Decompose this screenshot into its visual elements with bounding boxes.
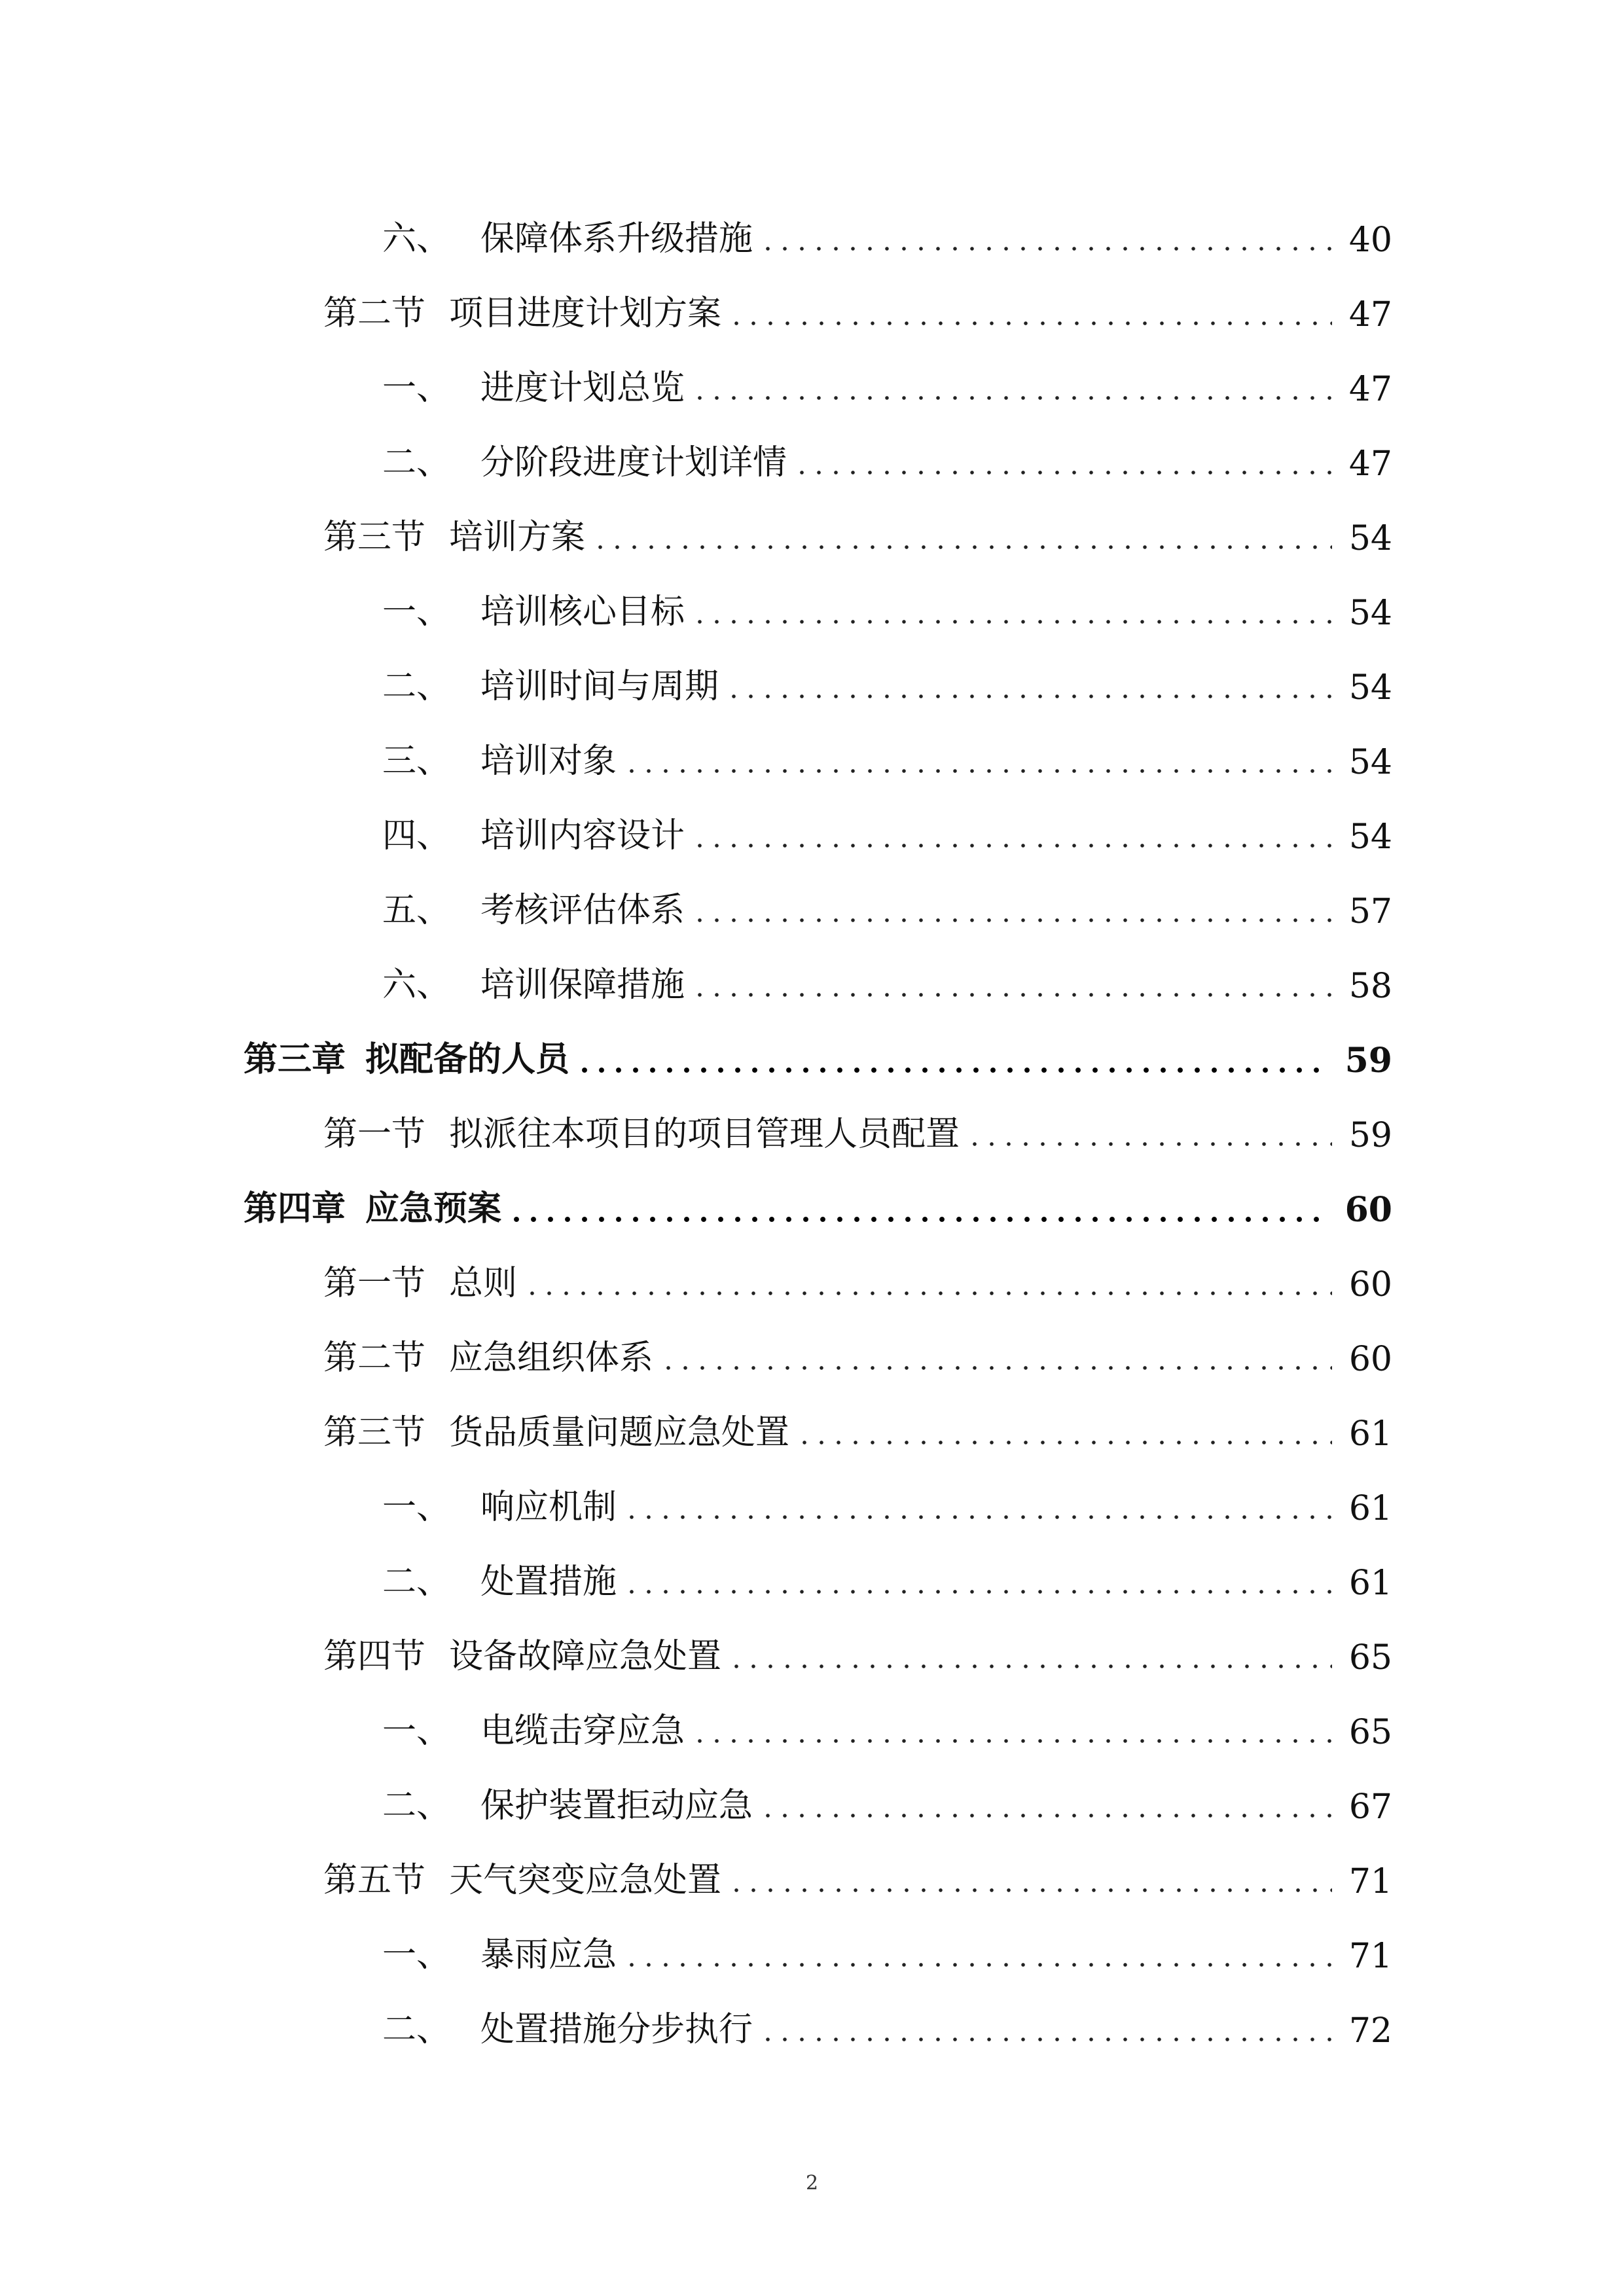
toc-entry-page: 40 bbox=[1348, 221, 1392, 260]
toc-entry-title: 培训核心目标 bbox=[480, 592, 685, 632]
toc-entry-number: 一、 bbox=[382, 592, 451, 632]
toc-entry-page: 67 bbox=[1348, 1787, 1392, 1827]
dot-leader bbox=[728, 321, 1332, 325]
dot-leader bbox=[691, 1739, 1332, 1743]
toc-entry[interactable] bbox=[244, 1603, 1392, 1677]
toc-entry-page: 59 bbox=[1344, 1041, 1392, 1081]
toc-entry-title: 培训对象 bbox=[480, 742, 617, 781]
toc-entry[interactable] bbox=[244, 1901, 1392, 1976]
toc-entry[interactable] bbox=[244, 1155, 1392, 1230]
toc-entry-page: 47 bbox=[1348, 444, 1392, 484]
dot-leader bbox=[623, 1515, 1332, 1519]
toc-entry-number: 第一节 bbox=[323, 1264, 426, 1303]
toc-entry-number: 二、 bbox=[382, 1786, 451, 1825]
toc-entry[interactable] bbox=[244, 409, 1392, 484]
toc-entry-number: 一、 bbox=[382, 1935, 451, 1975]
toc-entry-page: 65 bbox=[1348, 1638, 1392, 1677]
toc-entry-title: 货品质量问题应急处置 bbox=[449, 1413, 790, 1452]
dot-leader bbox=[793, 471, 1332, 475]
toc-entry-page: 71 bbox=[1348, 1937, 1392, 1976]
dot-leader bbox=[576, 1067, 1328, 1073]
toc-entry[interactable] bbox=[244, 1528, 1392, 1603]
toc-entry-page: 54 bbox=[1348, 817, 1392, 857]
toc-entry-page: 54 bbox=[1348, 743, 1392, 782]
dot-leader bbox=[728, 1664, 1332, 1668]
dot-leader bbox=[623, 1963, 1332, 1967]
toc-entry-page: 54 bbox=[1348, 519, 1392, 558]
toc-entry-title: 项目进度计划方案 bbox=[449, 294, 722, 333]
dot-leader bbox=[759, 247, 1332, 251]
toc-entry[interactable] bbox=[244, 708, 1392, 782]
toc-entry-title: 设备故障应急处置 bbox=[449, 1637, 722, 1676]
dot-leader bbox=[623, 769, 1332, 773]
dot-leader bbox=[691, 844, 1332, 848]
toc-entry-page: 59 bbox=[1348, 1116, 1392, 1155]
toc-entry-title: 响应机制 bbox=[480, 1488, 617, 1527]
toc-entry-number: 四、 bbox=[382, 816, 451, 855]
toc-entry[interactable] bbox=[244, 1304, 1392, 1379]
dot-leader bbox=[728, 1888, 1332, 1892]
toc-entry-number: 二、 bbox=[382, 1562, 451, 1602]
toc-entry-page: 61 bbox=[1348, 1489, 1392, 1528]
toc-entry-title: 培训内容设计 bbox=[480, 816, 685, 855]
toc-entry-title: 拟配备的人员 bbox=[365, 1039, 570, 1079]
toc-entry-title: 拟派往本项目的项目管理人员配置 bbox=[449, 1115, 960, 1154]
toc-entry-page: 61 bbox=[1348, 1414, 1392, 1454]
toc-entry-page: 58 bbox=[1348, 967, 1392, 1006]
toc-entry-number: 第三章 bbox=[244, 1039, 346, 1079]
toc-entry[interactable] bbox=[244, 633, 1392, 708]
toc-entry-page: 47 bbox=[1348, 295, 1392, 334]
toc-entry-number: 第五节 bbox=[323, 1861, 426, 1900]
dot-leader bbox=[691, 620, 1332, 624]
toc-entry-page: 65 bbox=[1348, 1713, 1392, 1752]
dot-leader bbox=[691, 396, 1332, 400]
dot-leader bbox=[623, 1590, 1332, 1594]
toc-entry-page: 71 bbox=[1348, 1862, 1392, 1901]
toc-entry[interactable] bbox=[244, 1752, 1392, 1827]
toc-entry-title: 分阶段进度计划详情 bbox=[480, 443, 787, 482]
toc-entry[interactable] bbox=[244, 334, 1392, 409]
dot-leader bbox=[796, 1441, 1332, 1444]
toc-entry[interactable] bbox=[244, 782, 1392, 857]
table-of-contents bbox=[244, 185, 1392, 2051]
toc-entry[interactable] bbox=[244, 1230, 1392, 1304]
toc-entry-number: 一、 bbox=[382, 368, 451, 408]
toc-entry-page: 60 bbox=[1348, 1265, 1392, 1304]
toc-entry-title: 应急组织体系 bbox=[449, 1338, 654, 1378]
toc-entry-number: 一、 bbox=[382, 1488, 451, 1527]
toc-entry-number: 第三节 bbox=[323, 1413, 426, 1452]
toc-entry-title: 总则 bbox=[449, 1264, 518, 1303]
toc-entry-number: 五、 bbox=[382, 891, 451, 930]
dot-leader bbox=[691, 993, 1332, 997]
page-number: 2 bbox=[805, 2172, 819, 2195]
toc-entry-number: 一、 bbox=[382, 1712, 451, 1751]
toc-entry[interactable] bbox=[244, 1006, 1392, 1081]
toc-entry[interactable] bbox=[244, 185, 1392, 260]
toc-entry-title: 培训时间与周期 bbox=[480, 667, 719, 706]
toc-entry-number: 第一节 bbox=[323, 1115, 426, 1154]
toc-entry-number: 第二节 bbox=[323, 1338, 426, 1378]
toc-entry-number: 第二节 bbox=[323, 294, 426, 333]
toc-entry-number: 第三节 bbox=[323, 518, 426, 557]
toc-entry-title: 保护装置拒动应急 bbox=[480, 1786, 753, 1825]
dot-leader bbox=[592, 545, 1332, 549]
toc-entry-number: 三、 bbox=[382, 742, 451, 781]
toc-entry[interactable] bbox=[244, 1827, 1392, 1901]
toc-entry-page: 61 bbox=[1348, 1564, 1392, 1603]
toc-entry[interactable] bbox=[244, 260, 1392, 334]
dot-leader bbox=[508, 1217, 1328, 1222]
toc-entry-number: 第四章 bbox=[244, 1189, 346, 1229]
dot-leader bbox=[759, 2037, 1332, 2041]
toc-entry-number: 六、 bbox=[382, 219, 451, 259]
toc-entry-number: 二、 bbox=[382, 667, 451, 706]
toc-entry-page: 60 bbox=[1348, 1340, 1392, 1379]
toc-entry[interactable] bbox=[244, 1454, 1392, 1528]
toc-entry[interactable] bbox=[244, 558, 1392, 633]
toc-entry-page: 47 bbox=[1348, 370, 1392, 409]
toc-entry-number: 二、 bbox=[382, 2010, 451, 2049]
toc-entry-title: 进度计划总览 bbox=[480, 368, 685, 408]
toc-entry-title: 培训保障措施 bbox=[480, 965, 685, 1005]
toc-entry[interactable] bbox=[244, 1976, 1392, 2051]
dot-leader bbox=[524, 1291, 1332, 1295]
toc-entry-title: 电缆击穿应急 bbox=[480, 1712, 685, 1751]
toc-entry-number: 六、 bbox=[382, 965, 451, 1005]
dot-leader bbox=[966, 1142, 1332, 1146]
toc-entry[interactable] bbox=[244, 857, 1392, 931]
toc-entry-title: 处置措施 bbox=[480, 1562, 617, 1602]
toc-entry-title: 考核评估体系 bbox=[480, 891, 685, 930]
toc-entry-page: 54 bbox=[1348, 668, 1392, 708]
toc-entry-number: 二、 bbox=[382, 443, 451, 482]
dot-leader bbox=[725, 694, 1332, 698]
toc-entry[interactable] bbox=[244, 484, 1392, 558]
toc-entry[interactable] bbox=[244, 1081, 1392, 1155]
toc-entry-page: 60 bbox=[1344, 1190, 1392, 1230]
toc-entry-title: 处置措施分步执行 bbox=[480, 2010, 753, 2049]
toc-entry-page: 54 bbox=[1348, 594, 1392, 633]
toc-entry-number: 第四节 bbox=[323, 1637, 426, 1676]
toc-entry-page: 72 bbox=[1348, 2011, 1392, 2051]
toc-entry-page: 57 bbox=[1348, 892, 1392, 931]
toc-entry-title: 应急预案 bbox=[365, 1189, 502, 1229]
toc-entry[interactable] bbox=[244, 931, 1392, 1006]
toc-entry[interactable] bbox=[244, 1379, 1392, 1454]
toc-entry-title: 暴雨应急 bbox=[480, 1935, 617, 1975]
toc-entry-title: 保障体系升级措施 bbox=[480, 219, 753, 259]
toc-entry[interactable] bbox=[244, 1677, 1392, 1752]
toc-entry-title: 培训方案 bbox=[449, 518, 586, 557]
dot-leader bbox=[660, 1366, 1332, 1370]
toc-entry-title: 天气突变应急处置 bbox=[449, 1861, 722, 1900]
dot-leader bbox=[759, 1814, 1332, 1818]
dot-leader bbox=[691, 918, 1332, 922]
